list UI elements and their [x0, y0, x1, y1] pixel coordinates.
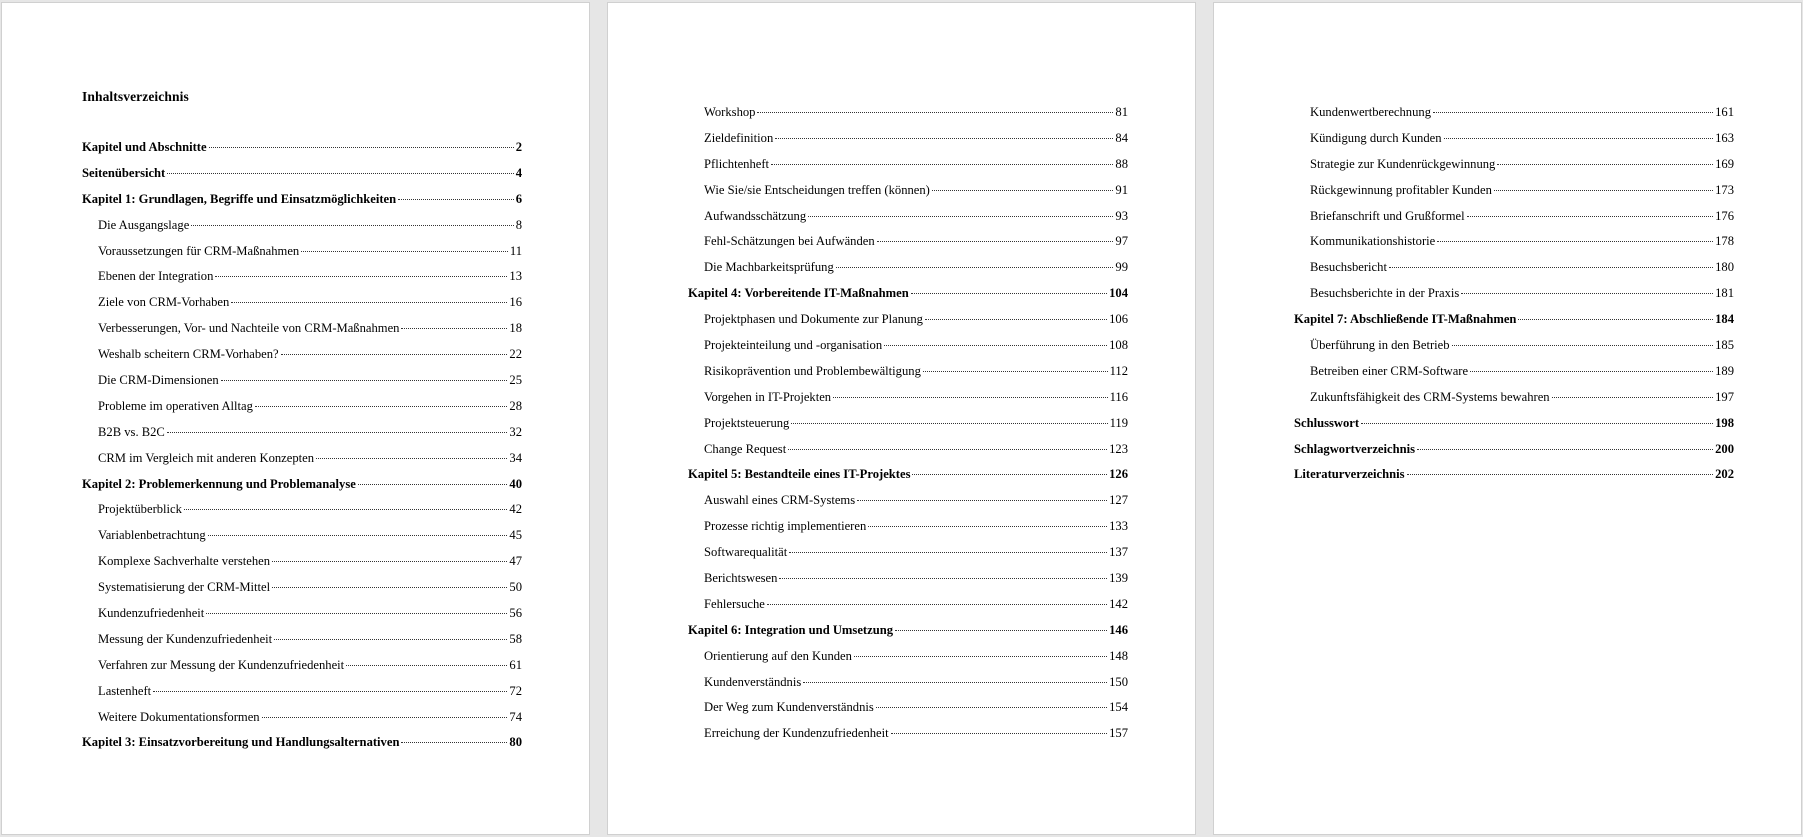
- toc-entry-label: Die CRM-Dimensionen: [98, 373, 219, 388]
- toc-page-number: 181: [1715, 286, 1734, 301]
- toc-section-entry[interactable]: [1294, 333, 1734, 359]
- toc-entry-label: Kündigung durch Kunden: [1310, 130, 1442, 145]
- toc-dot-leader: [791, 423, 1107, 424]
- toc-section-entry[interactable]: [82, 575, 522, 601]
- toc-entry-label: Kapitel 5: Bestandteile eines IT-Projektes: [688, 467, 911, 482]
- toc-list-page-1: [82, 135, 522, 756]
- toc-section-entry[interactable]: [688, 540, 1128, 566]
- toc-section-entry[interactable]: [688, 488, 1128, 514]
- toc-page-number: 50: [509, 580, 522, 595]
- toc-page-number: 16: [509, 295, 522, 310]
- toc-dot-leader: [923, 371, 1108, 372]
- toc-entry-label: Überführung in den Betrieb: [1310, 338, 1450, 353]
- toc-entry-label: Weitere Dokumentationsformen: [98, 709, 260, 724]
- toc-section-entry[interactable]: [688, 307, 1128, 333]
- toc-section-entry[interactable]: [1294, 178, 1734, 204]
- toc-dot-leader: [262, 717, 508, 718]
- document-page-1: [2, 3, 589, 834]
- toc-page-number: 148: [1109, 648, 1128, 663]
- toc-entry-label: Kommunikationshistorie: [1310, 234, 1436, 249]
- toc-dot-leader: [1444, 138, 1714, 139]
- toc-page-number: 80: [509, 735, 522, 750]
- toc-section-entry[interactable]: [82, 368, 522, 394]
- toc-entry-label: Kapitel 2: Problemerkennung und Problemanalyse: [82, 476, 356, 491]
- toc-page-number: 146: [1109, 622, 1128, 637]
- toc-entry-label: Kapitel 6: Integration und Umsetzung: [688, 622, 894, 637]
- toc-page-number: 93: [1115, 208, 1128, 223]
- toc-entry-label: Besuchsberichte in der Praxis: [1310, 286, 1460, 301]
- toc-section-entry[interactable]: [82, 627, 522, 653]
- toc-page-number: 126: [1109, 467, 1128, 482]
- toc-entry-label: Orientierung auf den Kunden: [704, 648, 852, 663]
- toc-entry-label: Strategie zur Kundenrückgewinnung: [1310, 156, 1496, 171]
- toc-page-number: 81: [1115, 105, 1128, 119]
- toc-section-entry[interactable]: [82, 549, 522, 575]
- toc-section-entry[interactable]: [688, 359, 1128, 385]
- toc-page-number: 185: [1715, 338, 1734, 353]
- toc-entry-label: Voraussetzungen für CRM-Maßnahmen: [98, 243, 300, 258]
- toc-section-entry[interactable]: [688, 126, 1128, 152]
- toc-section-entry[interactable]: [688, 229, 1128, 255]
- toc-section-entry[interactable]: [1294, 281, 1734, 307]
- toc-section-entry[interactable]: [82, 446, 522, 472]
- toc-section-entry[interactable]: [82, 213, 522, 239]
- toc-chapter-entry[interactable]: [1294, 462, 1734, 488]
- toc-dot-leader: [775, 138, 1113, 139]
- toc-entry-label: Fehlersuche: [704, 596, 765, 611]
- toc-section-entry[interactable]: [82, 394, 522, 420]
- toc-dot-leader: [1470, 371, 1713, 372]
- toc-dot-leader: [316, 458, 507, 459]
- toc-entry-label: Risikoprävention und Problembewältigung: [704, 363, 921, 378]
- toc-chapter-entry[interactable]: [82, 187, 522, 213]
- toc-chapter-entry[interactable]: [1294, 411, 1734, 437]
- toc-entry-label: Ziele von CRM-Vorhaben: [98, 295, 230, 310]
- toc-page-number: 2: [515, 140, 522, 154]
- toc-page-number: 137: [1109, 545, 1128, 560]
- toc-dot-leader: [789, 552, 1107, 553]
- toc-list-page-3: [1294, 100, 1734, 488]
- toc-dot-leader: [803, 682, 1107, 683]
- toc-heading: Inhaltsverzeichnis: [82, 89, 189, 104]
- toc-page-number: 4: [515, 165, 522, 180]
- toc-section-entry[interactable]: [688, 670, 1128, 696]
- toc-page-number: 32: [509, 424, 522, 439]
- toc-dot-leader: [1433, 112, 1713, 113]
- toc-dot-leader: [1467, 216, 1714, 217]
- toc-list-page-2: [688, 100, 1128, 747]
- toc-entry-label: Messung der Kundenzufriedenheit: [98, 631, 273, 646]
- toc-dot-leader: [221, 380, 508, 381]
- toc-dot-leader: [1417, 449, 1713, 450]
- toc-page-number: 142: [1109, 596, 1128, 611]
- toc-page-number: 45: [509, 528, 522, 543]
- toc-dot-leader: [779, 578, 1107, 579]
- toc-entry-label: Weshalb scheitern CRM-Vorhaben?: [98, 347, 279, 362]
- toc-dot-leader: [757, 112, 1113, 113]
- toc-dot-leader: [358, 484, 508, 485]
- toc-section-entry[interactable]: [82, 601, 522, 627]
- toc-dot-leader: [209, 147, 514, 148]
- toc-entry-label: Kundenzufriedenheit: [98, 606, 205, 621]
- toc-page-number: 18: [509, 321, 522, 336]
- toc-entry-label: Systematisierung der CRM-Mittel: [98, 580, 271, 595]
- toc-section-entry[interactable]: [688, 385, 1128, 411]
- toc-dot-leader: [1552, 397, 1714, 398]
- toc-page-number: 40: [509, 476, 522, 491]
- toc-entry-label: Auswahl eines CRM-Systems: [704, 493, 856, 508]
- toc-section-entry[interactable]: [688, 592, 1128, 618]
- toc-dot-leader: [167, 173, 513, 174]
- toc-dot-leader: [836, 267, 1114, 268]
- toc-chapter-entry[interactable]: [82, 161, 522, 187]
- toc-section-entry[interactable]: [1294, 100, 1734, 126]
- toc-page-number: 189: [1715, 363, 1734, 378]
- toc-entry-label: Seitenübersicht: [82, 165, 166, 180]
- toc-page-number: 25: [509, 373, 522, 388]
- toc-entry-label: Kundenverständnis: [704, 674, 802, 689]
- toc-section-entry[interactable]: [1294, 126, 1734, 152]
- toc-page-number: 84: [1115, 130, 1128, 145]
- toc-dot-leader: [208, 535, 508, 536]
- toc-section-entry[interactable]: [82, 523, 522, 549]
- document-page-3: [1214, 3, 1801, 834]
- toc-section-entry[interactable]: [688, 721, 1128, 747]
- toc-section-entry[interactable]: [82, 316, 522, 342]
- toc-chapter-entry[interactable]: [1294, 437, 1734, 463]
- toc-page-number: 202: [1715, 467, 1734, 482]
- toc-entry-label: Rückgewinnung profitabler Kunden: [1310, 182, 1492, 197]
- toc-entry-label: Kapitel 4: Vorbereitende IT-Maßnahmen: [688, 286, 909, 301]
- toc-section-entry[interactable]: [688, 204, 1128, 230]
- toc-section-entry[interactable]: [688, 178, 1128, 204]
- toc-entry-label: Besuchsbericht: [1310, 260, 1387, 275]
- toc-page-number: 97: [1115, 234, 1128, 249]
- toc-dot-leader: [1494, 190, 1713, 191]
- toc-entry-label: Kapitel und Abschnitte: [82, 140, 207, 154]
- toc-dot-leader: [301, 251, 508, 252]
- toc-section-entry[interactable]: [688, 566, 1128, 592]
- toc-entry-label: Lastenheft: [98, 683, 152, 698]
- toc-section-entry[interactable]: [82, 653, 522, 679]
- toc-entry-label: Verfahren zur Messung der Kundenzufriedenheit: [98, 657, 345, 672]
- toc-page-number: 88: [1115, 156, 1128, 171]
- toc-page-number: 161: [1715, 105, 1734, 119]
- toc-page-number: 178: [1715, 234, 1734, 249]
- toc-dot-leader: [891, 733, 1107, 734]
- toc-page-number: 108: [1109, 338, 1128, 353]
- toc-entry-label: Die Ausgangslage: [98, 217, 190, 232]
- toc-page-number: 61: [509, 657, 522, 672]
- toc-page-number: 99: [1115, 260, 1128, 275]
- toc-section-entry[interactable]: [82, 420, 522, 446]
- toc-dot-leader: [1461, 293, 1713, 294]
- toc-dot-leader: [401, 328, 507, 329]
- toc-dot-leader: [153, 691, 507, 692]
- toc-section-entry[interactable]: [688, 152, 1128, 178]
- toc-page-number: 200: [1715, 441, 1734, 456]
- toc-page-number: 22: [509, 347, 522, 362]
- toc-page-number: 8: [515, 217, 522, 232]
- toc-entry-label: Ebenen der Integration: [98, 269, 214, 284]
- toc-page-number: 127: [1109, 493, 1128, 508]
- toc-chapter-entry[interactable]: [1294, 307, 1734, 333]
- toc-entry-label: Variablenbetrachtung: [98, 528, 206, 543]
- toc-dot-leader: [1518, 319, 1713, 320]
- toc-section-entry[interactable]: [1294, 359, 1734, 385]
- toc-dot-leader: [1361, 423, 1713, 424]
- toc-dot-leader: [868, 526, 1107, 527]
- toc-section-entry[interactable]: [688, 437, 1128, 463]
- toc-entry-label: Aufwandsschätzung: [704, 208, 807, 223]
- toc-section-entry[interactable]: [1294, 152, 1734, 178]
- toc-entry-label: Wie Sie/sie Entscheidungen treffen (können): [704, 182, 930, 197]
- toc-page-number: 72: [509, 683, 522, 698]
- toc-entry-label: Fehl-Schätzungen bei Aufwänden: [704, 234, 875, 249]
- toc-chapter-entry[interactable]: [82, 730, 522, 756]
- toc-dot-leader: [206, 613, 507, 614]
- toc-section-entry[interactable]: [688, 695, 1128, 721]
- toc-section-entry[interactable]: [82, 290, 522, 316]
- toc-page-number: 116: [1109, 389, 1128, 404]
- toc-dot-leader: [911, 293, 1107, 294]
- toc-section-entry[interactable]: [1294, 385, 1734, 411]
- toc-dot-leader: [788, 449, 1107, 450]
- toc-dot-leader: [854, 656, 1107, 657]
- toc-page-number: 150: [1109, 674, 1128, 689]
- toc-entry-label: Kapitel 3: Einsatzvorbereitung und Handlungsalternativen: [82, 735, 400, 750]
- toc-dot-leader: [255, 406, 507, 407]
- toc-entry-label: Der Weg zum Kundenverständnis: [704, 700, 874, 715]
- toc-dot-leader: [884, 345, 1107, 346]
- toc-section-entry[interactable]: [1294, 229, 1734, 255]
- toc-page-number: 184: [1715, 312, 1734, 327]
- toc-dot-leader: [274, 639, 507, 640]
- toc-dot-leader: [1437, 241, 1713, 242]
- toc-page-number: 139: [1109, 571, 1128, 586]
- toc-page-number: 13: [509, 269, 522, 284]
- toc-dot-leader: [771, 164, 1113, 165]
- toc-entry-label: Schlusswort: [1294, 415, 1360, 430]
- toc-entry-label: Projekteinteilung und -organisation: [704, 338, 883, 353]
- toc-dot-leader: [912, 474, 1107, 475]
- toc-section-entry[interactable]: [82, 679, 522, 705]
- toc-dot-leader: [191, 225, 513, 226]
- toc-chapter-entry[interactable]: [82, 135, 522, 161]
- toc-dot-leader: [184, 509, 507, 510]
- toc-entry-label: Verbesserungen, Vor- und Nachteile von CRM-Maßnahmen: [98, 321, 400, 336]
- toc-dot-leader: [833, 397, 1107, 398]
- toc-entry-label: Projektphasen und Dokumente zur Planung: [704, 312, 923, 327]
- toc-dot-leader: [857, 500, 1107, 501]
- toc-entry-label: Kapitel 7: Abschließende IT-Maßnahmen: [1294, 312, 1517, 327]
- toc-page-number: 198: [1715, 415, 1734, 430]
- toc-dot-leader: [231, 302, 507, 303]
- toc-page-number: 58: [509, 631, 522, 646]
- toc-page-number: 104: [1109, 286, 1128, 301]
- toc-page-number: 197: [1715, 389, 1734, 404]
- toc-entry-label: Die Machbarkeitsprüfung: [704, 260, 834, 275]
- toc-page-number: 133: [1109, 519, 1128, 534]
- toc-entry-label: Schlagwortverzeichnis: [1294, 441, 1416, 456]
- toc-section-entry[interactable]: [688, 411, 1128, 437]
- toc-page-number: 154: [1109, 700, 1128, 715]
- toc-dot-leader: [281, 354, 508, 355]
- toc-section-entry[interactable]: [688, 255, 1128, 281]
- toc-dot-leader: [1497, 164, 1713, 165]
- toc-entry-label: Literaturverzeichnis: [1294, 467, 1405, 482]
- toc-section-entry[interactable]: [1294, 204, 1734, 230]
- toc-page-number: 91: [1115, 182, 1128, 197]
- toc-entry-label: Kundenwertberechnung: [1310, 105, 1431, 119]
- toc-page-number: 119: [1109, 415, 1128, 430]
- toc-chapter-entry[interactable]: [688, 281, 1128, 307]
- toc-section-entry[interactable]: [82, 497, 522, 523]
- toc-entry-label: Prozesse richtig implementieren: [704, 519, 867, 534]
- toc-page-number: 163: [1715, 130, 1734, 145]
- toc-entry-label: Probleme im operativen Alltag: [98, 398, 253, 413]
- toc-entry-label: Projektsteuerung: [704, 415, 790, 430]
- toc-entry-label: Betreiben einer CRM-Software: [1310, 363, 1469, 378]
- toc-page-number: 173: [1715, 182, 1734, 197]
- toc-dot-leader: [1452, 345, 1714, 346]
- toc-chapter-entry[interactable]: [688, 618, 1128, 644]
- toc-dot-leader: [925, 319, 1107, 320]
- toc-page-number: 28: [509, 398, 522, 413]
- toc-entry-label: Zukunftsfähigkeit des CRM-Systems bewahren: [1310, 389, 1550, 404]
- toc-dot-leader: [1407, 474, 1714, 475]
- toc-entry-label: B2B vs. B2C: [98, 424, 165, 439]
- toc-dot-leader: [272, 561, 507, 562]
- toc-dot-leader: [876, 707, 1107, 708]
- toc-page-number: 6: [515, 191, 522, 206]
- toc-page-number: 157: [1109, 726, 1128, 741]
- toc-section-entry[interactable]: [82, 705, 522, 731]
- toc-section-entry[interactable]: [1294, 255, 1734, 281]
- toc-section-entry[interactable]: [688, 644, 1128, 670]
- toc-page-number: 106: [1109, 312, 1128, 327]
- toc-chapter-entry[interactable]: [688, 462, 1128, 488]
- toc-page-number: 34: [509, 450, 522, 465]
- toc-entry-label: Vorgehen in IT-Projekten: [704, 389, 832, 404]
- toc-entry-label: Workshop: [704, 105, 756, 119]
- toc-dot-leader: [401, 742, 507, 743]
- toc-entry-label: CRM im Vergleich mit anderen Konzepten: [98, 450, 315, 465]
- toc-page-number: 176: [1715, 208, 1734, 223]
- toc-entry-label: Zieldefinition: [704, 130, 774, 145]
- toc-entry-label: Pflichtenheft: [704, 156, 770, 171]
- toc-entry-label: Berichtswesen: [704, 571, 778, 586]
- toc-entry-label: Briefanschrift und Grußformel: [1310, 208, 1465, 223]
- document-page-2: [608, 3, 1195, 834]
- toc-chapter-entry[interactable]: [82, 472, 522, 498]
- toc-entry-label: Erreichung der Kundenzufriedenheit: [704, 726, 889, 741]
- toc-section-entry[interactable]: [82, 239, 522, 265]
- toc-dot-leader: [895, 630, 1107, 631]
- toc-page-number: 169: [1715, 156, 1734, 171]
- toc-entry-label: Projektüberblick: [98, 502, 182, 517]
- toc-dot-leader: [877, 241, 1114, 242]
- toc-section-entry[interactable]: [688, 514, 1128, 540]
- toc-entry-label: Change Request: [704, 441, 787, 456]
- toc-page-number: 56: [509, 606, 522, 621]
- toc-page-number: 74: [509, 709, 522, 724]
- toc-section-entry[interactable]: [688, 333, 1128, 359]
- toc-dot-leader: [272, 587, 507, 588]
- toc-entry-label: Komplexe Sachverhalte verstehen: [98, 554, 271, 569]
- toc-section-entry[interactable]: [82, 264, 522, 290]
- toc-dot-leader: [167, 432, 508, 433]
- toc-page-number: 123: [1109, 441, 1128, 456]
- toc-page-number: 47: [509, 554, 522, 569]
- toc-dot-leader: [1389, 267, 1713, 268]
- toc-dot-leader: [215, 276, 507, 277]
- toc-page-number: 11: [509, 243, 522, 258]
- toc-section-entry[interactable]: [688, 100, 1128, 126]
- toc-dot-leader: [808, 216, 1113, 217]
- toc-page-number: 112: [1109, 363, 1128, 378]
- toc-entry-label: Kapitel 1: Grundlagen, Begriffe und Einsatzmöglichkeiten: [82, 191, 397, 206]
- toc-section-entry[interactable]: [82, 342, 522, 368]
- toc-dot-leader: [346, 665, 507, 666]
- toc-dot-leader: [932, 190, 1114, 191]
- toc-dot-leader: [398, 199, 514, 200]
- toc-page-number: 180: [1715, 260, 1734, 275]
- toc-dot-leader: [767, 604, 1107, 605]
- toc-entry-label: Softwarequalität: [704, 545, 788, 560]
- toc-page-number: 42: [509, 502, 522, 517]
